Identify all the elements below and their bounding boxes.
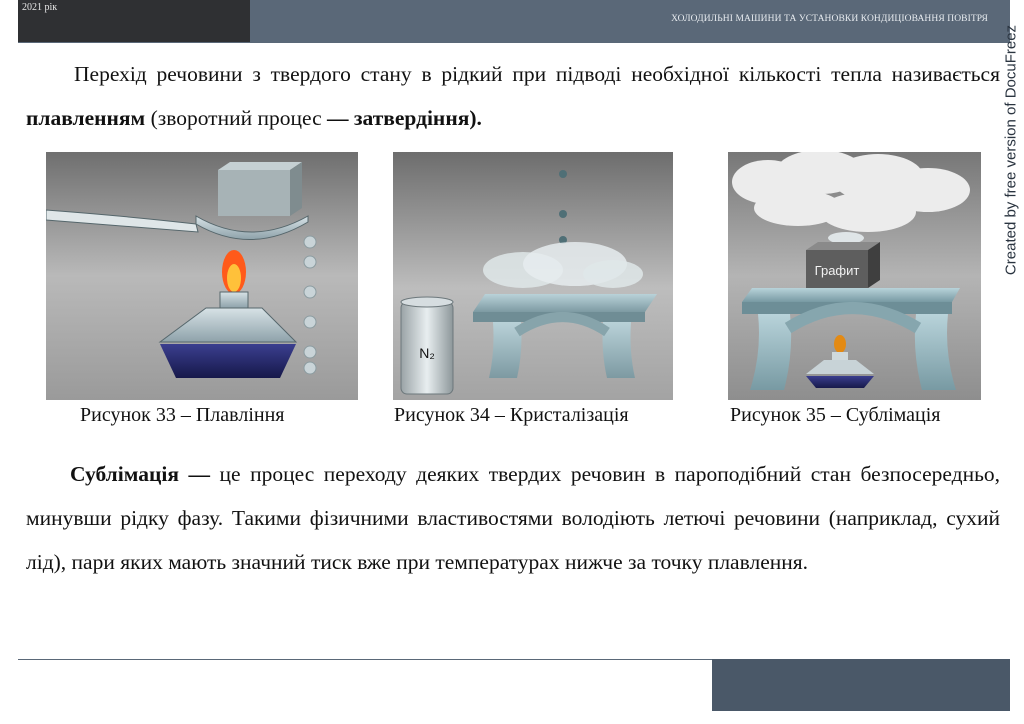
paragraph-melting-text-a: Перехід речовини з твердого стану в рідкий при підводі необхідної кількості тепла називається [74, 62, 1000, 86]
footer-bar [712, 659, 1010, 711]
term-melting: плавленням [26, 106, 146, 130]
footer-divider [18, 659, 712, 660]
watermark-text: Created by free version of DocuFreez [1002, 24, 1020, 276]
nitrogen-label: N₂ [419, 345, 435, 361]
term-sublimation: Сублімація — [70, 462, 210, 486]
caption-figure-34: Рисунок 34 – Кристалізація [394, 404, 629, 426]
term-solidification: — затвердіння). [326, 106, 482, 130]
figure-melting [46, 152, 358, 400]
watermark [1000, 0, 1022, 290]
graphite-label: Графит [814, 263, 860, 278]
paragraph-sublimation [26, 452, 1000, 584]
caption-figure-35: Рисунок 35 – Сублімація [730, 404, 941, 426]
header-divider [18, 42, 1010, 43]
figure-crystallization [393, 152, 673, 400]
header-title: ХОЛОДИЛЬНІ МАШИНИ ТА УСТАНОВКИ КОНДИЦІОВАННЯ ПОВІТРЯ [671, 14, 988, 24]
paragraph-melting [26, 52, 1000, 140]
paragraph-sublimation-text: це процес переходу деяких твердих речовин в пароподібний стан безпосередньо, минувши рідку фазу. Такими фізичними властивостями володіють летючі речовини (наприклад, сухий лід), пари яких мають значний тиск вже при температурах нижче за точку плавлення. [26, 462, 1001, 574]
figure-sublimation [728, 152, 981, 400]
header-bar [250, 0, 1010, 42]
paragraph-melting-text-b: (зворотний процес [145, 106, 327, 130]
caption-figure-33: Рисунок 33 – Плавління [80, 404, 285, 426]
header-year: 2021 рік [22, 2, 58, 13]
